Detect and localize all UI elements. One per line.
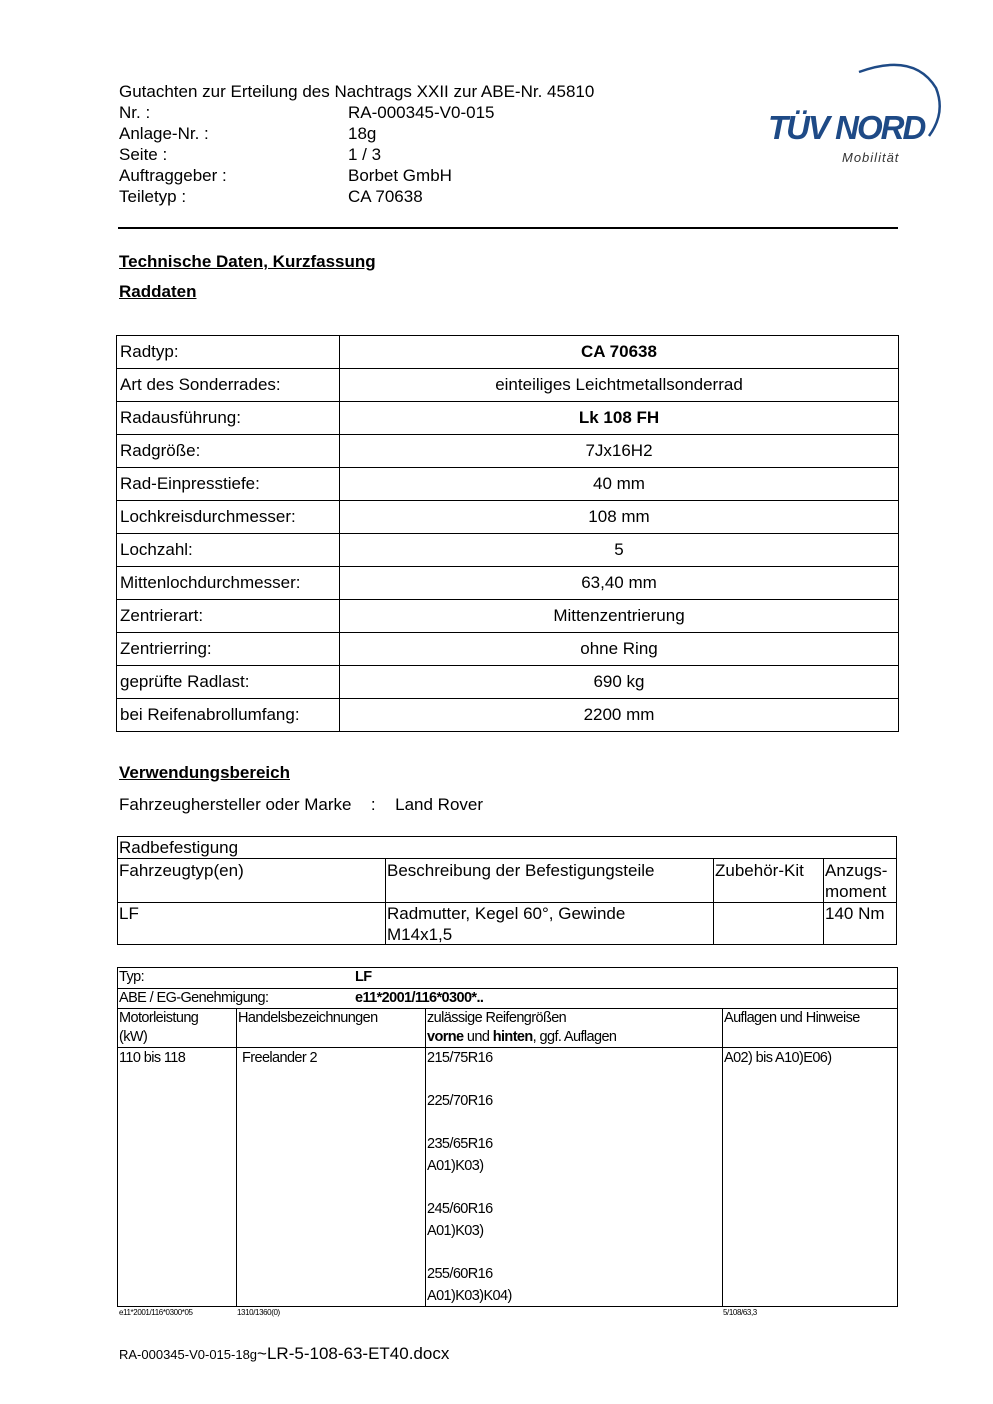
header-hinten: hinten [492, 1029, 533, 1045]
typ-col-divider [425, 1008, 426, 1306]
manufacturer-separator: : [370, 795, 376, 814]
befestigung-title: Radbefestigung [119, 838, 239, 857]
raddaten-row [117, 336, 899, 369]
footer-filename-prefix: RA-000345-V0-015-18g [119, 1347, 258, 1362]
raddaten-label: Rad-Einpresstiefe: [117, 468, 340, 501]
header-und: und [463, 1029, 493, 1045]
handelsbezeichnung-value: Freelander 2 [242, 1050, 318, 1066]
raddaten-value: 40 mm [340, 468, 899, 501]
befestigung-header-zubehoer: Zubehör-Kit [715, 861, 804, 880]
raddaten-row [117, 501, 899, 534]
abe-value: e11*2001/116*0300*.. [355, 990, 484, 1006]
header-motorleistung: Motorleistung [119, 1010, 199, 1026]
header-label-nr: Nr. : [119, 103, 151, 122]
header-label-seite: Seite : [119, 145, 168, 164]
radbefestigung-table [117, 836, 897, 945]
tyre-size: 215/75R16 [427, 1050, 493, 1066]
typ-label: Typ: [119, 969, 144, 985]
tiny-note-bolt: 5/108/63,3 [723, 1308, 757, 1317]
tiny-note-approval: e11*2001/116*0300*05 [119, 1308, 193, 1317]
typ-table [117, 967, 898, 1307]
logo-wordmark: TÜV NORD [768, 109, 925, 146]
raddaten-value: 5 [340, 534, 899, 567]
raddaten-value: CA 70638 [340, 336, 899, 369]
raddaten-label: Zentrierring: [117, 633, 340, 666]
header-value-auftraggeber: Borbet GmbH [348, 166, 452, 185]
befestigung-desc-line1: Radmutter, Kegel 60°, Gewinde [387, 904, 626, 923]
abe-label: ABE / EG-Genehmigung: [119, 990, 269, 1006]
header-divider [118, 227, 898, 229]
header-motorleistung-unit: (kW) [119, 1029, 148, 1045]
header-label-anlage: Anlage-Nr. : [119, 124, 209, 143]
auflagen-value: A02) bis A10)E06) [724, 1050, 832, 1066]
raddaten-row [117, 435, 899, 468]
tyre-condition: A01)K03) [427, 1223, 484, 1239]
tiny-note-weight: 1310/1360(0) [237, 1308, 280, 1317]
raddaten-row [117, 567, 899, 600]
footer-filename [119, 1344, 449, 1364]
raddaten-value: 63,40 mm [340, 567, 899, 600]
raddaten-label: geprüfte Radlast: [117, 666, 340, 699]
befestigung-row-divider [118, 858, 896, 859]
raddaten-label: Lochzahl: [117, 534, 340, 567]
raddaten-value: einteiliges Leichtmetallsonderrad [340, 369, 899, 402]
typ-col-divider [236, 1008, 237, 1306]
befestigung-typ: LF [119, 904, 139, 923]
section-heading-verwendungsbereich: Verwendungsbereich [119, 763, 290, 782]
raddaten-row [117, 633, 899, 666]
raddaten-value: ohne Ring [340, 633, 899, 666]
raddaten-row [117, 534, 899, 567]
tyre-size: 255/60R16 [427, 1266, 493, 1282]
document-title: Gutachten zur Erteilung des Nachtrags XXII zur ABE-Nr. 45810 [119, 82, 595, 101]
raddaten-value: 2200 mm [340, 699, 899, 732]
raddaten-label: bei Reifenabrollumfang: [117, 699, 340, 732]
header-auflagen-hinweise: Auflagen und Hinweise [724, 1010, 860, 1026]
befestigung-header-moment: moment [825, 882, 887, 901]
header-reifengroessen: zulässige Reifengrößen [427, 1010, 567, 1026]
raddaten-label: Zentrierart: [117, 600, 340, 633]
footer-filename-suffix: ~LR-5-108-63-ET40.docx [257, 1344, 450, 1363]
raddaten-row [117, 699, 899, 732]
raddaten-row [117, 468, 899, 501]
tyre-size: 225/70R16 [427, 1093, 493, 1109]
raddaten-label: Radausführung: [117, 402, 340, 435]
raddaten-value: 690 kg [340, 666, 899, 699]
raddaten-value: 7Jx16H2 [340, 435, 899, 468]
header-vorne: vorne [427, 1029, 464, 1045]
raddaten-label: Mittenlochdurchmesser: [117, 567, 340, 600]
header-handelsbezeichnungen: Handelsbezeichnungen [238, 1010, 378, 1026]
befestigung-moment: 140 Nm [825, 904, 885, 923]
raddaten-label: Art des Sonderrades: [117, 369, 340, 402]
raddaten-row [117, 402, 899, 435]
manufacturer-value: Land Rover [395, 795, 484, 814]
raddaten-label: Radtyp: [117, 336, 340, 369]
header-value-teiletyp: CA 70638 [348, 187, 423, 206]
section-heading-technische-daten: Technische Daten, Kurzfassung [119, 252, 376, 271]
header-auflagen-suffix: , ggf. Auflagen [532, 1029, 617, 1045]
tyre-size: 245/60R16 [427, 1201, 493, 1217]
tyre-condition: A01)K03)K04) [427, 1288, 512, 1304]
tyre-condition: A01)K03) [427, 1158, 484, 1174]
tyre-size: 235/65R16 [427, 1136, 493, 1152]
header-label-auftraggeber: Auftraggeber : [119, 166, 227, 185]
manufacturer-line [119, 795, 483, 815]
raddaten-value: 108 mm [340, 501, 899, 534]
logo-subtitle: Mobilität [842, 150, 900, 165]
typ-col-divider [722, 1008, 723, 1306]
header-reifengroessen-sub [427, 1027, 616, 1048]
typ-value: LF [355, 969, 372, 985]
raddaten-label: Radgröße: [117, 435, 340, 468]
header-label-teiletyp: Teiletyp : [119, 187, 187, 206]
befestigung-header-anzugs: Anzugs- [825, 861, 888, 880]
manufacturer-label: Fahrzeughersteller oder Marke [119, 795, 352, 814]
header-value-nr: RA-000345-V0-015 [348, 103, 495, 122]
raddaten-value: Mittenzentrierung [340, 600, 899, 633]
raddaten-value: Lk 108 FH [340, 402, 899, 435]
header-value-seite: 1 / 3 [348, 145, 382, 164]
section-heading-raddaten: Raddaten [119, 282, 197, 301]
motorleistung-value: 110 bis 118 [119, 1050, 186, 1066]
raddaten-row [117, 369, 899, 402]
raddaten-label: Lochkreisdurchmesser: [117, 501, 340, 534]
raddaten-table [116, 335, 899, 732]
befestigung-header-fahrzeugtyp: Fahrzeugtyp(en) [119, 861, 244, 880]
tuev-nord-logo [764, 58, 944, 168]
raddaten-row [117, 666, 899, 699]
befestigung-desc-line2: M14x1,5 [387, 925, 453, 944]
header-value-anlage: 18g [348, 124, 377, 143]
raddaten-row [117, 600, 899, 633]
befestigung-header-beschreibung: Beschreibung der Befestigungsteile [387, 861, 655, 880]
